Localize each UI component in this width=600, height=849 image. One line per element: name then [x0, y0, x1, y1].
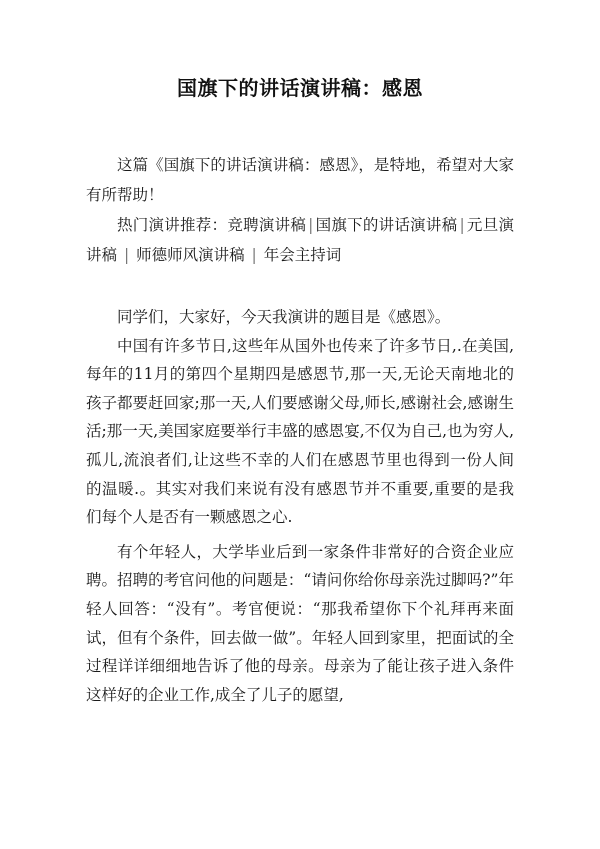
recommendations-line: [86, 210, 514, 270]
separator: |: [459, 216, 465, 234]
intro-section: [86, 150, 514, 270]
separator: |: [119, 246, 135, 264]
intro-paragraph: 这篇《国旗下的讲话演讲稿：感恩》，是特地，希望对大家有所帮助！: [86, 156, 514, 204]
body-paragraph: 中国有许多节日,这些年从国外也传来了许多节日,.在美国,每年的11月的第四个星期四是感恩节,那一天,无论天南地北的孩子都要赶回家;那一天,人们要感谢父母,师长,感谢社会,感谢生活;那一天,美国家庭要举行丰盛的感恩宴,不仅为自己,也为穷人,孤儿,流浪者们,让这些不幸的人们在感恩节里也得到一份人间的温暖.。其实对我们来说有没有感恩节并不重要,重要的是我们每个人是否有一颗感恩之心.: [86, 336, 514, 527]
recommendation-link[interactable]: 竞聘演讲稿: [227, 216, 307, 234]
recommendations-label: 热门演讲推荐：: [117, 216, 228, 234]
recommendation-link[interactable]: 国旗下的讲话演讲稿: [315, 216, 458, 234]
recommendation-link[interactable]: 师德师风演讲稿: [136, 246, 245, 264]
document-title: 国旗下的讲话演讲稿：感恩: [177, 76, 423, 100]
recommendation-link[interactable]: 元旦演讲稿: [86, 216, 514, 264]
body-paragraph: 同学们，大家好，今天我演讲的题目是《感恩》。: [117, 308, 451, 326]
separator: |: [308, 216, 314, 234]
body-paragraph: 有个年轻人，大学毕业后到一家条件非常好的合资企业应聘。招聘的考官问他的问题是：“请问你给你母亲洗过脚吗?”年轻人回答：“没有”。考官便说：“那我希望你下个礼拜再来面试，但有个条件，回去做一做”。年轻人回到家里，把面试的全过程详详细细地告诉了他的母亲。母亲为了能让孩子进入条件这样好的企业工作,成全了儿子的愿望,: [86, 542, 514, 704]
separator: |: [246, 246, 262, 264]
recommendation-link[interactable]: 年会主持词: [263, 246, 342, 264]
speech-body: [86, 303, 514, 709]
